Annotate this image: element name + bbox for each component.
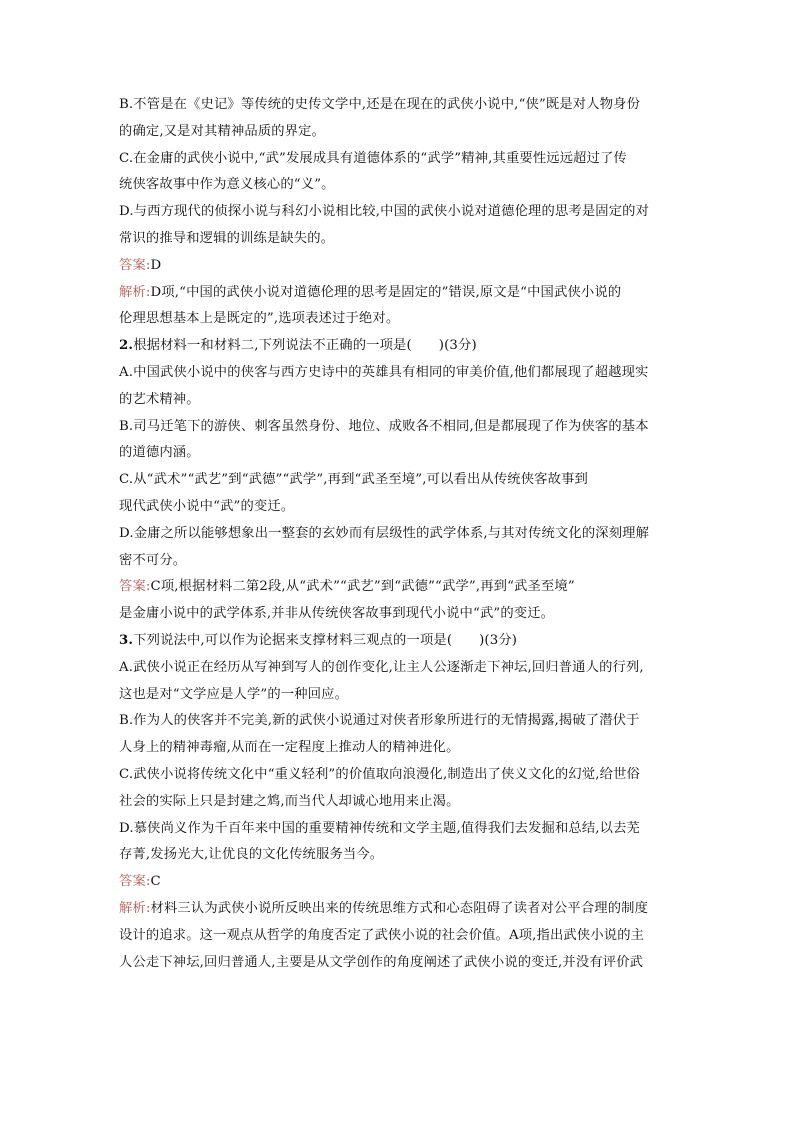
q1-option-d-line-1: D.与西方现代的侦探小说与科幻小说相比较,中国的武侠小说对道德伦理的思考是固定的对 <box>119 204 650 220</box>
answer-2-line-1 <box>119 574 679 601</box>
q2-option-d-line-1: D.金庸之所以能够想象出一整套的玄妙而有层级性的武学体系,与其对传统文化的深刻理解 <box>119 525 650 541</box>
analysis-1-line-2: 伦理思想基本上是既定的”,选项表述过于绝对。 <box>119 311 400 327</box>
answer-value: D <box>150 257 162 273</box>
question-text: 下列说法中,可以作为论据来支撑材料三观点的一项是( )(3分) <box>133 632 518 648</box>
question-number: 2. <box>119 338 134 354</box>
q2-option-a-line-1: A.中国武侠小说中的侠客与西方史诗中的英雄具有相同的审美价值,他们都展现了超越现实 <box>119 364 649 380</box>
answer-label: 答案: <box>119 257 151 273</box>
q1-option-c-line-2: 统侠客故事中作为意义核心的“义”。 <box>119 177 335 193</box>
q1-option-b-line-1: B.不管是在《史记》等传统的史传文学中,还是在现在的武侠小说中,“侠”既是对人物身份 <box>119 97 641 112</box>
q1-option-c-line-1: C.在金庸的武侠小说中,“武”发展成具有道德体系的“武学”精神,其重要性远远超过了传 <box>119 150 627 166</box>
analysis-3-line-3: 人公走下神坛,回归普通人,主要是从文学创作的角度阐述了武侠小说的变迁,并没有评价武 <box>119 954 644 970</box>
analysis-text: 材料三认为武侠小说所反映出来的传统思维方式和心态阻碍了读者对公平合理的制度 <box>150 900 649 916</box>
q3-option-c-line-2: 社会的实际上只是封建之鸩,而当代人却诚心地用来止渴。 <box>119 793 460 809</box>
answer-3 <box>119 869 679 896</box>
answer-1 <box>119 253 679 280</box>
answer-label: 答案: <box>119 874 151 890</box>
question-2 <box>119 333 679 360</box>
analysis-3-line-1 <box>119 896 679 923</box>
q3-option-b-line-1: B.作为人的侠客并不完美,新的武侠小说通过对侠者形象所进行的无情揭露,揭破了潜伏于 <box>119 713 640 729</box>
answer-2-line-2: 是金庸小说中的武学体系,并非从传统侠客故事到现代小说中“武”的变迁。 <box>119 606 555 622</box>
q3-option-b-line-2: 人身上的精神毒瘤,从而在一定程度上推动人的精神进化。 <box>119 740 460 756</box>
q3-option-a-line-2: 这也是对“文学应是人学”的一种回应。 <box>119 686 349 702</box>
q2-option-b-line-2: 的道德内涵。 <box>119 445 200 461</box>
question-number: 3. <box>119 632 134 648</box>
q2-option-a-line-2: 的艺术精神。 <box>119 391 200 407</box>
document-page <box>119 92 679 976</box>
analysis-3-line-2: 设计的追求。这一观点从哲学的角度否定了武侠小说的社会价值。A项,指出武侠小说的主 <box>119 927 645 943</box>
q2-option-d-line-2: 密不可分。 <box>119 552 187 568</box>
question-3 <box>119 628 679 655</box>
analysis-label: 解析: <box>119 900 151 916</box>
q3-option-d-line-1: D.慕侠尚义作为千百年来中国的重要精神传统和文学主题,值得我们去发掘和总结,以去芜 <box>119 820 640 836</box>
analysis-text: D项,“中国的武侠小说对道德伦理的思考是固定的”错误,原文是“中国武侠小说的 <box>150 284 622 300</box>
question-text: 根据材料一和材料二,下列说法不正确的一项是( )(3分) <box>133 338 477 354</box>
analysis-label: 解析: <box>119 284 151 300</box>
q3-option-c-line-1: C.武侠小说将传统文化中“重义轻利”的价值取向浪漫化,制造出了侠义文化的幻觉,给世俗 <box>119 766 640 782</box>
analysis-1-line-1 <box>119 280 679 307</box>
answer-label: 答案: <box>119 579 151 595</box>
answer-value: C <box>150 874 161 890</box>
q2-option-b-line-1: B.司马迁笔下的游侠、刺客虽然身份、地位、成败各不相同,但是都展现了作为侠客的基本 <box>119 418 649 434</box>
q3-option-a-line-1: A.武侠小说正在经历从写神到写人的创作变化,让主人公逐渐走下神坛,回归普通人的行列, <box>119 659 644 675</box>
answer-text: C项,根据材料二第2段,从“武术”“武艺”到“武德”“武学”,再到“武圣至境” <box>150 579 575 595</box>
q3-option-d-line-2: 存菁,发扬光大,让优良的文化传统服务当今。 <box>119 847 384 863</box>
q1-option-b-line-2: 的确定,又是对其精神品质的界定。 <box>119 123 326 139</box>
q2-option-c-line-1: C.从“武术”“武艺”到“武德”“武学”,再到“武圣至境”,可以看出从传统侠客故事到 <box>119 472 588 488</box>
q2-option-c-line-2: 现代武侠小说中“武”的变迁。 <box>119 498 295 514</box>
q1-option-d-line-2: 常识的推导和逻辑的训练是缺失的。 <box>119 230 335 246</box>
